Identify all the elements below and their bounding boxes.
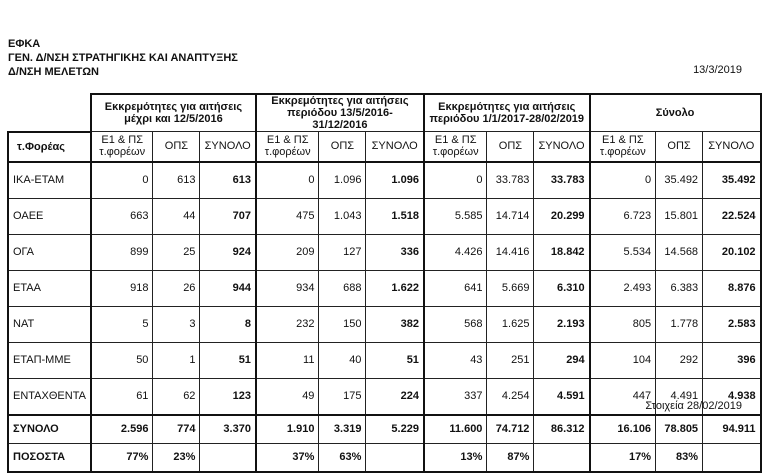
subtotal-cell: 396	[703, 342, 761, 378]
value-cell: 1	[153, 342, 200, 378]
subtotal-cell	[366, 443, 424, 472]
value-cell: 17%	[590, 443, 656, 472]
value-cell: 232	[256, 306, 319, 342]
group-header: Εκκρεμότητες για αιτήσεις περιόδου 1/1/2017-28/02/2019	[424, 94, 590, 132]
subtotal-cell: 924	[200, 234, 256, 270]
total-row	[8, 415, 761, 444]
value-cell: 104	[590, 342, 656, 378]
subtotal-cell: 86.312	[534, 415, 590, 444]
column-header-entity: τ.Φορέας	[8, 132, 91, 162]
value-cell: 23%	[153, 443, 200, 472]
subtotal-cell	[534, 443, 590, 472]
value-cell: 918	[91, 270, 153, 306]
value-cell: 4.426	[424, 234, 487, 270]
subtotal-cell: 18.842	[534, 234, 590, 270]
value-cell: 5.585	[424, 198, 487, 234]
value-cell: 641	[424, 270, 487, 306]
value-cell: 663	[91, 198, 153, 234]
subtotal-cell: 3.370	[200, 415, 256, 444]
subtotal-cell: 94.911	[703, 415, 761, 444]
percent-row	[8, 443, 761, 472]
value-cell: 14.714	[487, 198, 534, 234]
pending-applications-table	[7, 93, 762, 473]
row-label: ΕΤΑΑ	[8, 270, 91, 306]
sub-header-row	[8, 132, 761, 162]
value-cell: 475	[256, 198, 319, 234]
subtotal-cell: 294	[534, 342, 590, 378]
row-label: ΟΑΕΕ	[8, 198, 91, 234]
value-cell: 4.491	[656, 378, 703, 415]
value-cell: 11	[256, 342, 319, 378]
subtotal-cell	[703, 443, 761, 472]
value-cell: 11.600	[424, 415, 487, 444]
value-cell: 337	[424, 378, 487, 415]
value-cell: 13%	[424, 443, 487, 472]
column-header: Ε1 & ΠΣ τ.φορέων	[424, 132, 487, 162]
table-row	[8, 270, 761, 306]
subtotal-cell: 20.102	[703, 234, 761, 270]
subtotal-cell: 51	[200, 342, 256, 378]
row-label: ΟΓΑ	[8, 234, 91, 270]
value-cell: 37%	[256, 443, 319, 472]
subtotal-cell: 6.310	[534, 270, 590, 306]
value-cell: 14.416	[487, 234, 534, 270]
subtotal-cell: 5.229	[366, 415, 424, 444]
value-cell: 0	[256, 162, 319, 199]
value-cell: 774	[153, 415, 200, 444]
value-cell: 33.783	[487, 162, 534, 199]
value-cell: 40	[319, 342, 366, 378]
column-header: ΟΠΣ	[656, 132, 703, 162]
subtotal-cell: 2.193	[534, 306, 590, 342]
subtotal-cell: 382	[366, 306, 424, 342]
row-label: ΕΝΤΑΧΘΕΝΤΑ	[8, 378, 91, 415]
group-header-row	[8, 94, 761, 132]
subtotal-cell: 20.299	[534, 198, 590, 234]
value-cell: 44	[153, 198, 200, 234]
value-cell: 127	[319, 234, 366, 270]
value-cell: 0	[424, 162, 487, 199]
data-source-note: Στοιχεία 28/02/2019	[645, 400, 742, 412]
group-header: Σύνολο	[590, 94, 761, 132]
subtotal-cell: 4.938	[703, 378, 761, 415]
subtotal-cell: 336	[366, 234, 424, 270]
row-label: ΙΚΑ-ΕΤΑΜ	[8, 162, 91, 199]
column-header: ΣΥΝΟΛΟ	[534, 132, 590, 162]
value-cell: 3	[153, 306, 200, 342]
subtotal-cell: 4.591	[534, 378, 590, 415]
group-header: Εκκρεμότητες για αιτήσεις μέχρι και 12/5/2016	[91, 94, 256, 132]
subtotal-cell: 224	[366, 378, 424, 415]
value-cell: 43	[424, 342, 487, 378]
value-cell: 5.534	[590, 234, 656, 270]
value-cell: 175	[319, 378, 366, 415]
report-date: 13/3/2019	[693, 64, 742, 76]
value-cell: 63%	[319, 443, 366, 472]
table-row	[8, 198, 761, 234]
directorate: Δ/ΝΣΗ ΜΕΛΕΤΩΝ	[8, 66, 99, 78]
column-header: ΟΠΣ	[153, 132, 200, 162]
column-header: ΟΠΣ	[319, 132, 366, 162]
subtotal-cell: 1.096	[366, 162, 424, 199]
value-cell: 899	[91, 234, 153, 270]
row-label: ΠΟΣΟΣΤΑ	[8, 443, 91, 472]
table-row	[8, 162, 761, 199]
value-cell: 5.669	[487, 270, 534, 306]
value-cell: 613	[153, 162, 200, 199]
subtotal-cell: 51	[366, 342, 424, 378]
empty-corner	[8, 94, 91, 132]
column-header: ΣΥΝΟΛΟ	[200, 132, 256, 162]
subtotal-cell: 123	[200, 378, 256, 415]
group-header: Εκκρεμότητες για αιτήσεις περιόδου 13/5/2016-31/12/2016	[256, 94, 424, 132]
value-cell: 14.568	[656, 234, 703, 270]
value-cell: 568	[424, 306, 487, 342]
row-label: ΝΑΤ	[8, 306, 91, 342]
value-cell: 447	[590, 378, 656, 415]
column-header: Ε1 & ΠΣ τ.φορέων	[91, 132, 153, 162]
value-cell: 1.910	[256, 415, 319, 444]
subtotal-cell: 613	[200, 162, 256, 199]
value-cell: 50	[91, 342, 153, 378]
value-cell: 87%	[487, 443, 534, 472]
column-header: ΣΥΝΟΛΟ	[366, 132, 424, 162]
subtotal-cell: 707	[200, 198, 256, 234]
subtotal-cell: 2.583	[703, 306, 761, 342]
subtotal-cell: 944	[200, 270, 256, 306]
value-cell: 77%	[91, 443, 153, 472]
value-cell: 26	[153, 270, 200, 306]
value-cell: 934	[256, 270, 319, 306]
value-cell: 0	[91, 162, 153, 199]
value-cell: 1.778	[656, 306, 703, 342]
row-label: ΣΥΝΟΛΟ	[8, 415, 91, 444]
value-cell: 0	[590, 162, 656, 199]
subtotal-cell: 8.876	[703, 270, 761, 306]
subtotal-cell: 33.783	[534, 162, 590, 199]
value-cell: 251	[487, 342, 534, 378]
value-cell: 16.106	[590, 415, 656, 444]
value-cell: 3.319	[319, 415, 366, 444]
value-cell: 1.096	[319, 162, 366, 199]
subtotal-cell	[200, 443, 256, 472]
value-cell: 5	[91, 306, 153, 342]
value-cell: 209	[256, 234, 319, 270]
value-cell: 15.801	[656, 198, 703, 234]
org-name: ΕΦΚΑ	[8, 38, 41, 50]
column-header: Ε1 & ΠΣ τ.φορέων	[590, 132, 656, 162]
value-cell: 78.805	[656, 415, 703, 444]
table-row	[8, 234, 761, 270]
value-cell: 4.254	[487, 378, 534, 415]
value-cell: 74.712	[487, 415, 534, 444]
column-header: Ε1 & ΠΣ τ.φορέων	[256, 132, 319, 162]
table-row	[8, 306, 761, 342]
table-row	[8, 342, 761, 378]
directorate-general: ΓΕΝ. Δ/ΝΣΗ ΣΤΡΑΤΗΓΙΚΗΣ ΚΑΙ ΑΝΑΠΤΥΞΗΣ	[8, 52, 238, 64]
value-cell: 2.493	[590, 270, 656, 306]
value-cell: 292	[656, 342, 703, 378]
value-cell: 150	[319, 306, 366, 342]
subtotal-cell: 35.492	[703, 162, 761, 199]
value-cell: 2.596	[91, 415, 153, 444]
value-cell: 688	[319, 270, 366, 306]
value-cell: 61	[91, 378, 153, 415]
value-cell: 62	[153, 378, 200, 415]
subtotal-cell: 8	[200, 306, 256, 342]
subtotal-cell: 1.622	[366, 270, 424, 306]
column-header: ΟΠΣ	[487, 132, 534, 162]
value-cell: 83%	[656, 443, 703, 472]
value-cell: 1.625	[487, 306, 534, 342]
subtotal-cell: 22.524	[703, 198, 761, 234]
value-cell: 6.723	[590, 198, 656, 234]
value-cell: 805	[590, 306, 656, 342]
value-cell: 1.043	[319, 198, 366, 234]
column-header: ΣΥΝΟΛΟ	[703, 132, 761, 162]
value-cell: 25	[153, 234, 200, 270]
subtotal-cell: 1.518	[366, 198, 424, 234]
value-cell: 6.383	[656, 270, 703, 306]
row-label: ΕΤΑΠ-ΜΜΕ	[8, 342, 91, 378]
value-cell: 49	[256, 378, 319, 415]
value-cell: 35.492	[656, 162, 703, 199]
